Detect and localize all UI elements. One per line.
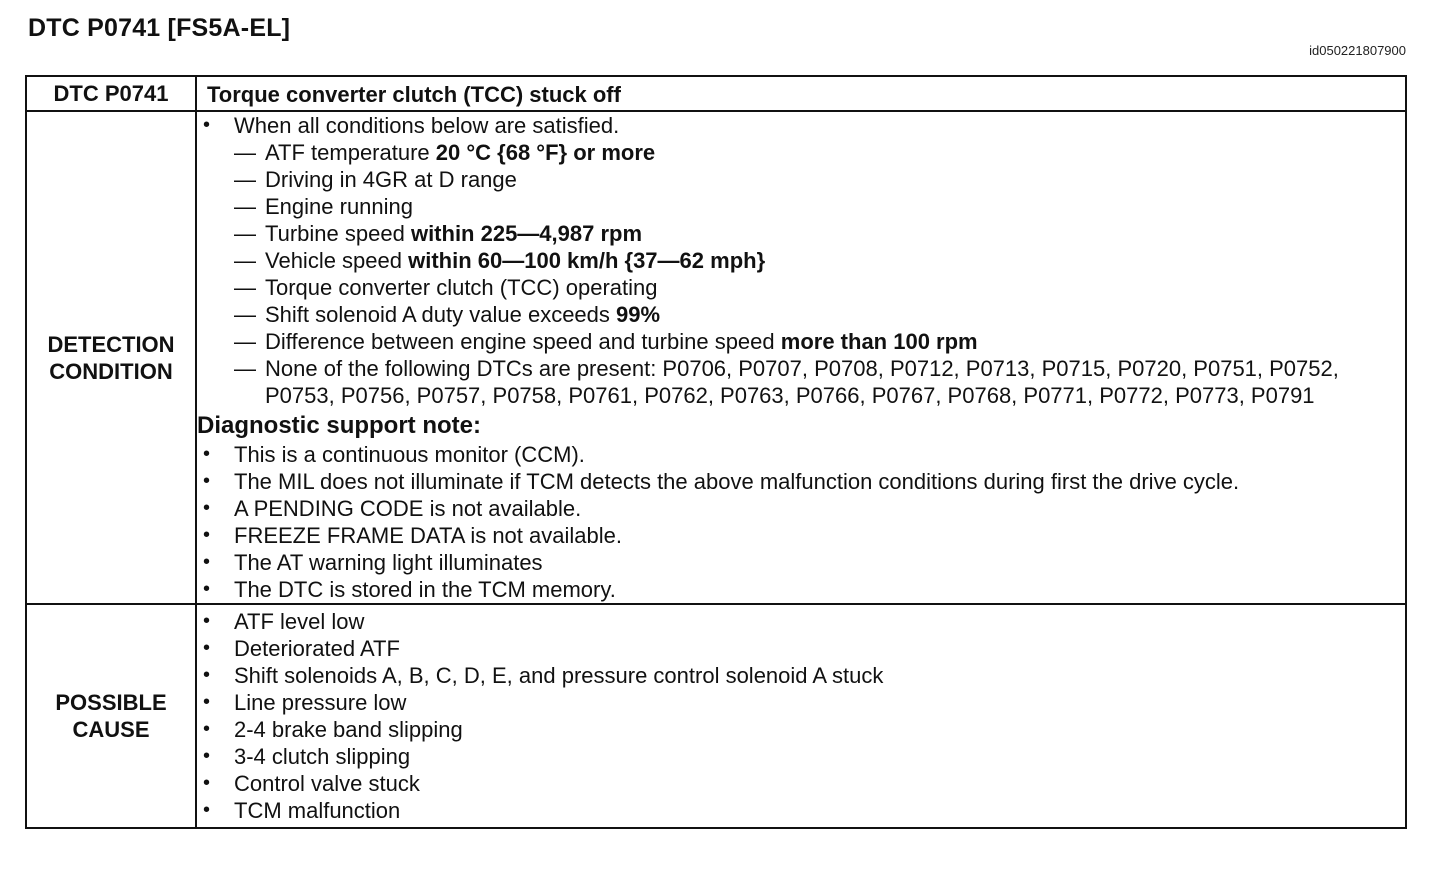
detection-label-line1: DETECTION [47, 331, 175, 357]
dtc-table [25, 75, 1407, 829]
condition-value: more than 100 rpm [780, 329, 978, 354]
dash-marker: — [234, 221, 256, 246]
condition-item [197, 301, 1405, 328]
diagnostic-notes-list [197, 441, 1405, 603]
dash-marker: — [234, 248, 256, 273]
condition-text: Vehicle speed [265, 248, 409, 273]
note-item: • The DTC is stored in the TCM memory. [197, 576, 1405, 603]
header-code-cell [26, 76, 196, 111]
possible-cause-label-line2: CAUSE [72, 717, 150, 742]
dash-marker: — [234, 329, 256, 354]
note-item: • This is a continuous monitor (CCM). [197, 441, 1405, 468]
condition-item [197, 274, 1405, 301]
condition-item [197, 139, 1405, 166]
condition-item [197, 328, 1405, 355]
header-code: DTC P0741 [53, 81, 169, 106]
cause-item: • 2-4 brake band slipping [197, 716, 1405, 743]
condition-text: Torque converter clutch (TCC) operating [265, 275, 658, 300]
condition-text: Engine running [265, 194, 414, 219]
cause-item: • Deteriorated ATF [197, 635, 1405, 662]
detection-label-cell [26, 111, 196, 604]
cause-item: • ATF level low [197, 608, 1405, 635]
possible-cause-label-cell [26, 604, 196, 828]
note-item: • The MIL does not illuminate if TCM detects the above malfunction conditions during first the drive cycle. [197, 468, 1405, 495]
dash-marker: — [234, 167, 256, 192]
cause-item: • TCM malfunction [197, 797, 1405, 824]
condition-text: None of the following DTCs are present: P0706, P0707, P0708, P0712, P0713, P0715, P0720, P0751, P0752, P0753, P0756, P0757, P0758, P0761, P0762, P0763, P0766, P0767, P0768, P0771, P0772, P0773, P0791 [265, 356, 1339, 408]
cause-item: • Control valve stuck [197, 770, 1405, 797]
detection-label-line2: CONDITION [49, 358, 173, 384]
note-item: • A PENDING CODE is not available. [197, 495, 1405, 522]
dash-marker: — [234, 302, 256, 327]
condition-text: Driving in 4GR at D range [265, 167, 517, 192]
condition-value: 99% [616, 302, 661, 327]
possible-cause-row [26, 604, 1406, 828]
detection-intro: • When all conditions below are satisfied. [197, 112, 1405, 139]
document-title: DTC P0741 [FS5A-EL] [28, 14, 291, 42]
condition-item [197, 247, 1405, 274]
dash-marker: — [234, 194, 256, 219]
condition-item [197, 193, 1405, 220]
possible-cause-label-line1: POSSIBLE [55, 690, 167, 715]
condition-item [197, 220, 1405, 247]
condition-value: 20 °C {68 °F} or more [435, 140, 656, 165]
condition-value: within 225—4,987 rpm [410, 221, 643, 246]
condition-value: within 60—100 km/h {37—62 mph} [408, 248, 766, 273]
condition-item [197, 355, 1405, 409]
cause-item: • Shift solenoids A, B, C, D, E, and pressure control solenoid A stuck [197, 662, 1405, 689]
detection-conditions-list [197, 139, 1405, 409]
cause-item: • 3-4 clutch slipping [197, 743, 1405, 770]
header-description-cell [196, 76, 1406, 111]
dash-marker: — [234, 356, 256, 381]
cause-item: • Line pressure low [197, 689, 1405, 716]
condition-text: Shift solenoid A duty value exceeds [265, 302, 617, 327]
header-row [26, 76, 1406, 111]
note-item: • The AT warning light illuminates [197, 549, 1405, 576]
document-id: id050221807900 [1309, 43, 1406, 58]
dash-marker: — [234, 140, 256, 165]
header-description: Torque converter clutch (TCC) stuck off [207, 82, 621, 107]
condition-text: Difference between engine speed and turbine speed [265, 329, 781, 354]
dash-marker: — [234, 275, 256, 300]
condition-text: ATF temperature [265, 140, 436, 165]
condition-item [197, 166, 1405, 193]
diagnostic-note-heading: Diagnostic support note: [197, 412, 481, 439]
detection-content-cell [196, 111, 1406, 604]
condition-text: Turbine speed [265, 221, 411, 246]
note-item: • FREEZE FRAME DATA is not available. [197, 522, 1405, 549]
possible-cause-list [197, 608, 1405, 824]
possible-cause-content-cell [196, 604, 1406, 828]
detection-row [26, 111, 1406, 604]
